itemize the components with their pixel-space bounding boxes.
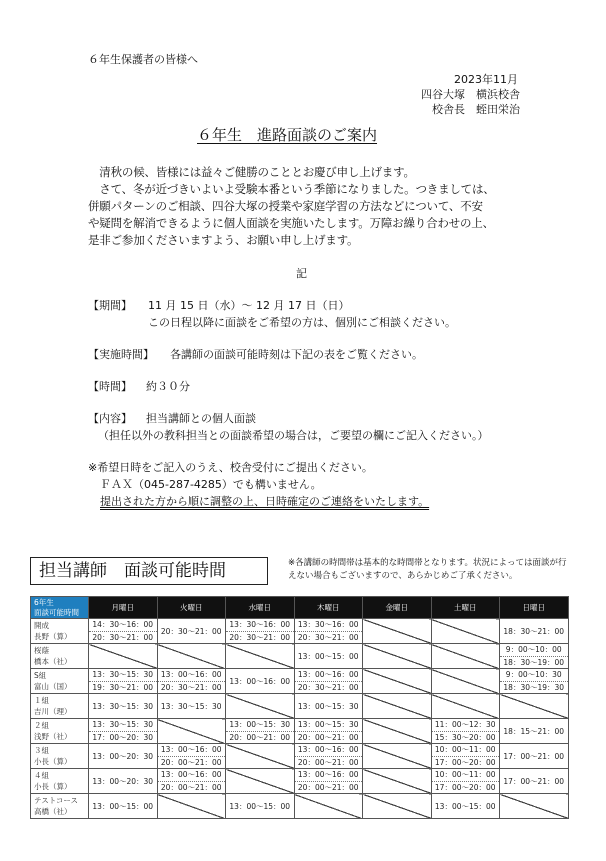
time-slot: 13：00〜20：30 [92,776,154,786]
time-slot: 13：00〜16：00 [160,670,222,680]
teacher-cell [31,644,89,669]
unavailable-cell [294,794,363,819]
time-cell [431,794,500,819]
time-slot: 10：00〜11：00 [434,770,496,780]
teacher-name: 吉川（理） [34,707,72,716]
time-slot-group [500,769,568,793]
time-slot: 13：30〜16：00 [229,620,291,630]
time-slot: 20：00〜21：00 [158,756,226,769]
unavailable-cell [363,669,432,694]
time-slot-group [500,719,568,743]
time-slot-group [295,694,363,718]
day-header: 月曜日 [89,597,158,619]
content-note: （担任以外の教科担当との面談希望の場合は，ご要望の欄にご記入ください。） [98,429,489,442]
unavailable-cell [431,619,500,644]
time-cell [294,669,363,694]
time-slot: 20：30〜21：00 [160,626,222,636]
period-label: 【期間】 [88,299,132,312]
class-name: 桜蔭 [34,646,49,655]
time-slot-group [89,619,157,643]
schedule-body [31,619,569,819]
time-slot: 15：30〜20：00 [432,731,500,744]
time-slot: 20：00〜21：00 [226,731,294,744]
time-slot: 13：00〜15：00 [92,801,154,811]
time-cell [157,619,226,644]
recipient-line: ６年生保護者の皆様へ [88,53,198,66]
teacher-cell [31,669,89,694]
day-header: 木曜日 [294,597,363,619]
time-slot: 13：00〜16：00 [297,770,359,780]
time-cell [500,644,569,669]
time-slot-group [500,669,568,693]
time-slot: 13：00〜16：00 [297,670,359,680]
time-cell [89,794,158,819]
schedule-heading: 担当講師 面談可能時間 [30,557,268,585]
day-header: 日曜日 [500,597,569,619]
teacher-cell [31,719,89,744]
header-corner-line: 面談可能時間 [34,607,79,617]
unavailable-cell [431,644,500,669]
time-cell [431,744,500,769]
time-cell [89,719,158,744]
time-cell [157,744,226,769]
time-slot: 13：00〜16：00 [160,770,222,780]
unavailable-cell [363,719,432,744]
time-slot: 18：30〜19：30 [500,681,568,694]
teacher-cell [31,769,89,794]
time-slot-group [226,719,294,743]
time-slot: 19：30〜21：00 [89,681,157,694]
time-cell [226,794,295,819]
teacher-name: 小長（算） [34,782,72,791]
day-header: 金曜日 [363,597,432,619]
unavailable-cell [363,769,432,794]
time-slot: 13：00〜15：00 [229,801,291,811]
teacher-name: 小長（算） [34,757,72,766]
time-cell [500,669,569,694]
submit-note: 提出された方から順に調整の上、日時確定のご連絡をいたします。 [100,495,430,508]
time-cell [500,719,569,744]
time-cell [500,619,569,644]
time-slot: 17：00〜20：00 [432,781,500,794]
unavailable-cell [500,794,569,819]
day-header: 火曜日 [157,597,226,619]
time-slot: 13：00〜16：00 [297,745,359,755]
time-cell [226,669,295,694]
time-slot-group [89,694,157,718]
time-slot: 20：30〜21：00 [295,681,363,694]
teacher-cell [31,694,89,719]
time-slot: 20：30〜21：00 [295,631,363,644]
time-slot-group [500,644,568,668]
time-cell [294,719,363,744]
time-slot-group [158,744,226,768]
time-slot: 18：15〜21：00 [503,726,565,736]
school-name: 四谷大塚 横浜校舎 [421,88,520,101]
time-slot-group [295,744,363,768]
day-header: 水曜日 [226,597,295,619]
table-row [31,644,569,669]
time-slot-group [295,619,363,643]
class-name: ３組 [34,746,49,755]
time-slot: 17：00〜21：00 [503,776,565,786]
time-slot-group [89,669,157,693]
time-slot: 20：00〜21：00 [295,731,363,744]
content-value: 担当講師との個人面談 [146,412,256,425]
time-cell [89,744,158,769]
unavailable-cell [431,694,500,719]
time-cell [294,644,363,669]
day-header: 土曜日 [431,597,500,619]
paragraph-line: さて、冬が近づきいよいよ受験本番という季節になりました。つきましては、 [88,182,495,196]
paragraph-line: 清秋の候、皆様には益々ご健勝のこととお慶び申し上げます。 [88,165,415,179]
time-slot: 10：00〜11：00 [434,745,496,755]
paragraph-line: 是非ご参加くださいますよう、お願い申し上げます。 [88,233,359,247]
time-slot: 13：00〜15：30 [297,701,359,711]
table-row [31,694,569,719]
ki-heading: 記 [296,267,307,280]
unavailable-cell [226,644,295,669]
paragraph-line: 併願パターンのご相談、四谷大塚の授業や家庭学習の方法などについて、不安 [88,199,483,213]
period-value: 11 月 15 日（水）～ 12 月 17 日（日） [148,299,350,312]
time-cell [294,744,363,769]
time-slot: 9：00〜10：30 [505,670,562,680]
time-cell [226,719,295,744]
time-slot: 13：00〜20：30 [92,751,154,761]
unavailable-cell [226,744,295,769]
time-slot-group [226,669,294,693]
time-slot-group [295,769,363,793]
teacher-cell [31,619,89,644]
time-slot: 17：00〜20：30 [89,731,157,744]
time-cell [500,769,569,794]
time-cell [157,769,226,794]
class-name: 開成 [34,621,49,630]
time-slot-group [295,669,363,693]
class-name: １組 [34,696,49,705]
time-slot-group [500,619,568,643]
time-slot: 17：00〜20：00 [432,756,500,769]
time-slot: 20：00〜21：00 [158,781,226,794]
header-corner-line: 6年生 [34,597,54,607]
time-cell [89,619,158,644]
paragraph-line: や疑問を解消できるように個人面談を実施いたします。万障お繰り合わせの上、 [88,216,494,230]
time-slot-group [158,694,226,718]
time-slot-group [500,744,568,768]
unavailable-cell [89,644,158,669]
table-header-row [31,597,569,619]
time-slot: 11：00〜12：30 [434,720,496,730]
time-slot: 13：30〜15：30 [92,720,154,730]
time-cell [157,669,226,694]
period-note: この日程以降に面談をご希望の方は、個別にご相談ください。 [148,316,456,329]
time-slot: 13：00〜16：00 [160,745,222,755]
time-cell [500,744,569,769]
unavailable-cell [157,644,226,669]
teacher-name: 橋本（社） [34,657,72,666]
teacher-cell [31,794,89,819]
unavailable-cell [363,644,432,669]
fax-line: ＦＡＸ（045-287-4285）でも構いません。 [100,478,322,491]
time-slot: 14：30〜16：00 [92,620,154,630]
time-slot: 13：00〜16：00 [229,676,291,686]
time-slot-group [295,719,363,743]
time-slot: 20：30〜21：00 [89,631,157,644]
duration-value: 約３０分 [146,380,190,393]
time-slot: 20：30〜21：00 [226,631,294,644]
time-slot: 13：00〜15：00 [297,651,359,661]
teacher-name: 富山（国） [34,682,72,691]
unavailable-cell [363,744,432,769]
time-slot: 13：00〜15：00 [434,801,496,811]
time-slot: 20：00〜21：00 [295,756,363,769]
time-cell [294,694,363,719]
date-line: 2023年11月 [454,73,518,86]
content-label: 【内容】 [88,412,132,425]
time-slot-group [432,744,500,768]
submit-instruction: ※希望日時をご記入のうえ、校舎受付にご提出ください。 [88,461,373,474]
time-slot-group [89,794,157,818]
time-cell [157,694,226,719]
unavailable-cell [363,694,432,719]
time-slot: 20：00〜21：00 [295,781,363,794]
time-cell [89,669,158,694]
time-slot: 13：30〜15：30 [92,701,154,711]
time-slot-group [432,719,500,743]
table-row [31,619,569,644]
schedule-note: ※各講師の時間帯は基本的な時間帯となります。状況によっては面談が行えない場合もございますので、あらかじめご了承ください。 [288,558,567,581]
teacher-name: 高橋（社） [34,807,72,816]
time-slot-group [89,719,157,743]
time-slot-group [158,669,226,693]
principal-name: 校舎長 蛭田栄治 [432,103,520,116]
time-slot: 20：30〜21：00 [158,681,226,694]
table-row [31,794,569,819]
class-name: ２組 [34,721,49,730]
unavailable-cell [157,794,226,819]
unavailable-cell [431,669,500,694]
time-cell [89,694,158,719]
teacher-cell [31,744,89,769]
time-cell [294,769,363,794]
class-name: S組 [34,671,47,680]
table-row [31,744,569,769]
time-slot-group [89,769,157,793]
time-slot-group [89,744,157,768]
time-slot: 13：30〜15：30 [160,701,222,711]
time-slot-group [295,644,363,668]
time-label: 【実施時間】 [88,348,154,361]
time-value: 各講師の面談可能時刻は下記の表をご覧ください。 [170,348,423,361]
header-corner [31,597,89,619]
unavailable-cell [500,694,569,719]
time-slot: 13：30〜16：00 [297,620,359,630]
time-slot-group [432,769,500,793]
time-slot: 13：00〜15：30 [297,720,359,730]
class-name: テストコース [34,796,79,805]
unavailable-cell [363,794,432,819]
teacher-name: 長野（算） [34,632,72,641]
time-cell [226,619,295,644]
time-cell [431,769,500,794]
unavailable-cell [157,719,226,744]
schedule-table [30,596,569,819]
time-slot: 13：30〜15：30 [92,670,154,680]
time-slot: 13：00〜15：30 [229,720,291,730]
time-slot-group [432,794,500,818]
time-slot: 18：30〜21：00 [503,626,565,636]
time-slot-group [226,794,294,818]
time-slot: 17：00〜21：00 [503,751,565,761]
time-slot-group [158,769,226,793]
time-slot: 9：00〜10：00 [505,645,562,655]
table-row [31,719,569,744]
unavailable-cell [363,619,432,644]
unavailable-cell [226,769,295,794]
duration-label: 【時間】 [88,380,132,393]
document-title: ６年生 進路面談のご案内 [197,126,378,144]
unavailable-cell [226,694,295,719]
teacher-name: 浅野（社） [34,732,72,741]
class-name: ４組 [34,771,49,780]
table-row [31,769,569,794]
time-slot-group [158,619,226,643]
table-row [31,669,569,694]
time-cell [431,719,500,744]
time-cell [89,769,158,794]
time-cell [294,619,363,644]
time-slot: 18：30〜19：00 [500,656,568,669]
time-slot-group [226,619,294,643]
